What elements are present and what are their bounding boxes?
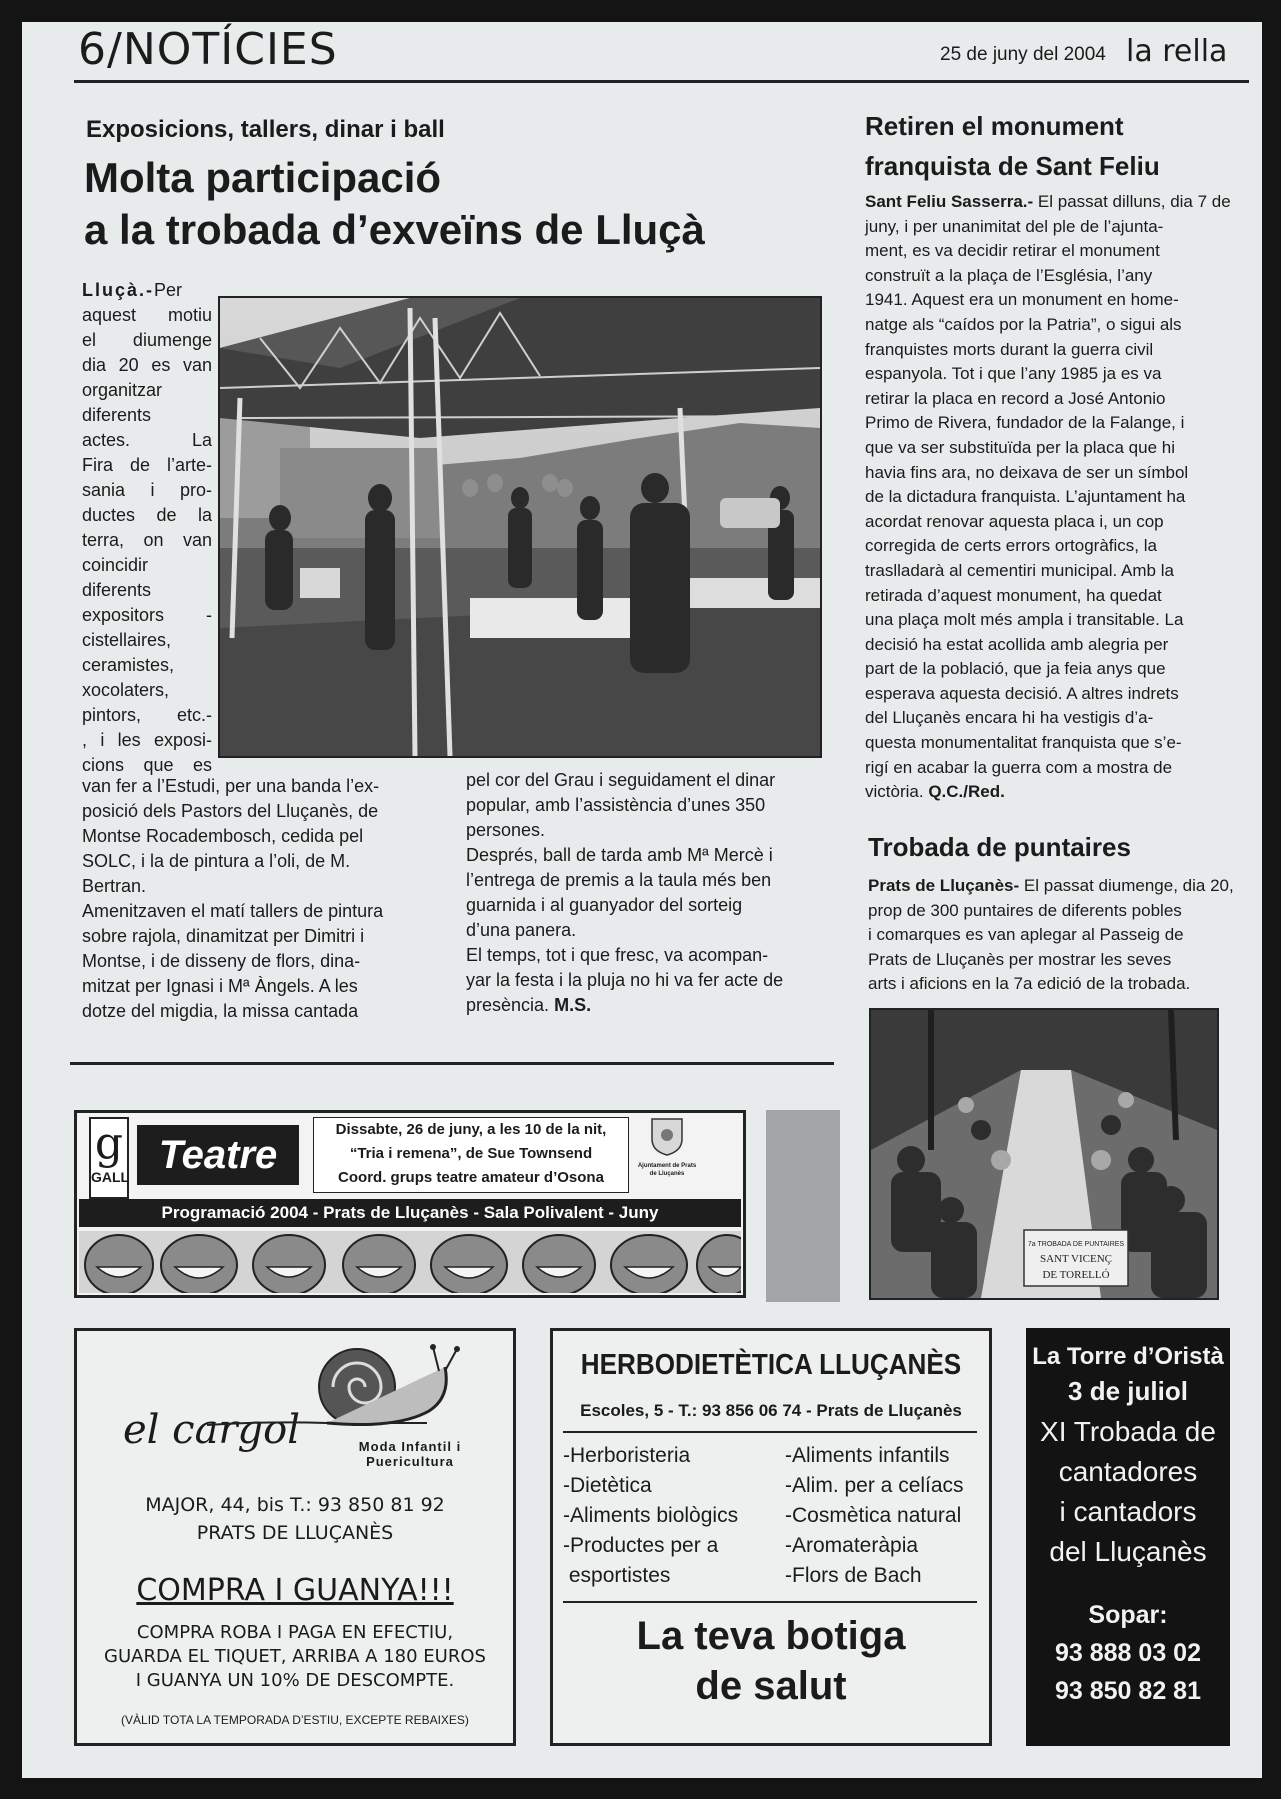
section-title: 6/NOTÍCIES <box>78 24 338 75</box>
crest-caption: Ajuntament de Prats de Lluçanès <box>637 1163 697 1177</box>
herb-item: -Productes per a <box>563 1534 719 1557</box>
teatre-band: Programació 2004 - Prats de Lluçanès - Sala Polivalent - Juny <box>79 1199 741 1227</box>
herb-item: -Flors de Bach <box>785 1564 922 1587</box>
slogan-line: de salut <box>695 1664 847 1708</box>
article-dateline: Lluçà.- <box>82 280 155 300</box>
address-line: MAJOR, 44, bis T.: 93 850 81 92 <box>145 1494 445 1516</box>
herb-address: Escoles, 5 - T.: 93 856 06 74 - Prats de Lluçanès <box>580 1401 962 1420</box>
slogan-line: La teva botiga <box>636 1614 906 1658</box>
headline-line: Molta participació <box>84 154 442 201</box>
teatre-title: Teatre <box>137 1125 299 1185</box>
cargol-ad <box>74 1328 516 1746</box>
puntaires-photo <box>869 1008 1219 1300</box>
narrow-column-text: Per aquest motiu el diumenge dia 20 es van organitzar diferents actes. La Fira de l’arte- sania i pro- ductes de la terra, on van coincidir diferents expositors - cistellaires, ceramistes, xocolaters, pintors, etc.- , i les exposi- cions que es <box>82 280 212 775</box>
laughing-faces-illustration <box>79 1231 741 1293</box>
torre-top <box>1026 1328 1230 1408</box>
dinner-label: Sopar: <box>1088 1601 1168 1629</box>
cargol-slogan: COMPRA I GUANYA!!! <box>136 1573 454 1608</box>
article-column-2 <box>466 768 836 1018</box>
sign-line-2: SANT VICENÇ <box>1039 1253 1113 1265</box>
promo-line: COMPRA ROBA I PAGA EN EFECTIU, <box>136 1622 454 1643</box>
event-line: XI Trobada de <box>1040 1416 1216 1447</box>
section-rule <box>70 1062 834 1065</box>
monument-dateline: Sant Feliu Sasserra.- <box>865 192 1034 211</box>
herbodietetica-ad <box>550 1328 992 1746</box>
tagline-line: Puericultura <box>366 1454 454 1469</box>
cargol-tagline <box>345 1439 475 1469</box>
teatre-details <box>313 1117 629 1193</box>
torre-event <box>1026 1412 1230 1572</box>
puntaires-body <box>868 874 1234 997</box>
headline-line: a la trobada d’exveïns de Lluçà <box>84 206 705 253</box>
article-signature: M.S. <box>554 995 592 1015</box>
article-column-2-text: pel cor del Grau i seguidament el dinar popular, amb l’assistència d’unes 350 persones. Després, ball de tarda amb Mª Mercè i l’entrega de premis a la taula més ben guarnida i al guanyador del sorteig d’una panera. El temps, tot i que fresc, va acompan- yar la festa i la pluja no hi va fer acte de presència. <box>466 770 784 1015</box>
puntaires-dateline: Prats de Lluçanès- <box>868 876 1020 895</box>
cargol-address <box>77 1491 513 1547</box>
herb-title: HERBODIETÈTICA LLUÇANÈS <box>580 1349 962 1381</box>
monument-body <box>865 190 1235 805</box>
teatre-faces-strip <box>79 1231 741 1293</box>
herb-item: -Aliments infantils <box>785 1444 950 1467</box>
article-column-1: van fer a l’Estudi, per una banda l’ex- posició dels Pastors del Lluçanès, de Montse Rocadembosch, cedida pel SOLC, i la de pintura a l’oli, de M. Bertran. Amenitzaven el matí tallers de pintura sobre rajola, dinamitzat per Dimitri i Montse, i de disseny de flors, dina- mitzat per Ignasi i Mª Àngels. A les dotze del migdia, la missa cantada <box>82 776 384 1021</box>
herb-list-right <box>785 1441 989 1591</box>
masthead-rule <box>74 80 1249 83</box>
article-headline <box>84 152 804 256</box>
address-line: PRATS DE LLUÇANÈS <box>196 1522 394 1544</box>
gall-logo-name: GALL <box>91 1169 130 1185</box>
event-line: del Lluçanès <box>1049 1536 1207 1567</box>
herb-item: -Alim. per a celíacs <box>785 1474 964 1497</box>
article-kicker: Exposicions, tallers, dinar i ball <box>86 116 445 143</box>
torre-date: 3 de juliol <box>1068 1376 1188 1406</box>
cargol-note: (VÀLID TOTA LA TEMPORADA D’ESTIU, EXCEPTE REBAIXES) <box>121 1713 469 1727</box>
headline-line: Retiren el monument <box>865 111 1124 141</box>
torre-place: La Torre d’Oristà <box>1032 1343 1224 1370</box>
event-line: i cantadors <box>1059 1496 1197 1527</box>
sign-line-1: 7a TROBADA DE PUNTAIRES <box>1027 1241 1125 1248</box>
promo-line: I GUANYA UN 10% DE DESCOMPTE. <box>135 1670 455 1691</box>
monument-text: El passat dilluns, dia 7 de juny, i per unanimitat del ple de l’ajunta- ment, es va decidir retirar el monument construït a la plaça de l’Església, l’any 1941. Aquest era un monument en home- natge als “caídos por la Patria”, o sigui als franquistes morts durant la guerra civil espanyola. Tot i que l’any 1985 ja es va retirar la placa en record a José Antonio Primo de Rivera, fundador de la Falange, i que va ser substituïda per la placa que hi havia fins ara, no deixava de ser un símbol de la dictadura franquista. L’ajuntament ha acordat renovar aquesta placa i, un cop corregida de certs errors ortogràfics, la traslladarà al cementiri municipal. Amb la retirada d’aquest monument, ha quedat una plaça molt més ampla i transitable. La decisió ha estat acollida amb alegria per part de la població, que ja feia anys que esperava aquesta decisió. A altres indrets del Lluçanès encara hi ha vestigis d’a- questa monumentalitat franquista que s’e- rigí en acabar la guerra com a mostra de victòria. <box>865 192 1231 802</box>
teatre-ad <box>74 1110 746 1298</box>
sign-line-3: DE TORELLÓ <box>1042 1269 1110 1281</box>
publication-name: la rella <box>1126 34 1228 69</box>
promo-line: GUARDA EL TIQUET, ARRIBA A 180 EUROS <box>104 1646 486 1667</box>
herb-item: -Cosmètica natural <box>785 1504 962 1527</box>
gall-logo <box>89 1117 129 1199</box>
fair-tent-illustration <box>220 298 820 756</box>
tagline-line: Moda Infantil i <box>358 1439 462 1454</box>
shield-icon <box>650 1117 684 1157</box>
torre-dinner <box>1026 1596 1230 1710</box>
herb-list-left <box>563 1441 773 1591</box>
headline-line: franquista de Sant Feliu <box>865 151 1160 181</box>
herb-rule-top <box>563 1431 977 1433</box>
monument-headline <box>865 106 1225 186</box>
herb-item: -Dietètica <box>563 1474 652 1497</box>
herb-item: -Herboristeria <box>563 1444 691 1467</box>
cargol-promo <box>77 1621 513 1693</box>
fair-tent-photo <box>218 296 822 758</box>
trobada-cantadors-ad <box>1026 1328 1230 1746</box>
lacemakers-illustration <box>871 1010 1217 1298</box>
ajuntament-crest <box>637 1117 697 1193</box>
cargol-brand: el cargol <box>123 1407 301 1453</box>
herb-slogan <box>553 1611 989 1711</box>
herb-item: -Aliments biològics <box>563 1504 739 1527</box>
teatre-date-line: Dissabte, 26 de juny, a les 10 de la nit, <box>335 1121 607 1138</box>
snail-icon <box>207 1337 507 1437</box>
issue-date: 25 de juny del 2004 <box>940 44 1106 65</box>
grey-filler-block <box>766 1110 840 1302</box>
gall-logo-letter: g <box>94 1118 124 1169</box>
event-line: cantadores <box>1058 1456 1198 1487</box>
dinner-phone: 93 850 82 81 <box>1055 1677 1201 1705</box>
teatre-play-line: “Tria i remena”, de Sue Townsend <box>349 1145 593 1162</box>
teatre-coord-line: Coord. grups teatre amateur d’Osona <box>338 1169 604 1186</box>
dinner-phone: 93 888 03 02 <box>1055 1639 1201 1667</box>
herb-rule-bottom <box>563 1601 977 1603</box>
puntaires-text: El passat diumenge, dia 20, prop de 300 puntaires de diferents pobles i comarques es van aplegar al Passeig de Prats de Lluçanès per mostrar les seves arts i aficions en la 7a edició de la trobada. <box>868 876 1234 994</box>
puntaires-headline: Trobada de puntaires <box>868 832 1131 862</box>
herb-item: esportistes <box>563 1564 671 1587</box>
herb-item: -Aromateràpia <box>785 1534 919 1557</box>
newspaper-page <box>22 22 1262 1778</box>
article-narrow-column <box>82 278 212 778</box>
monument-signature: Q.C./Red. <box>928 782 1005 802</box>
